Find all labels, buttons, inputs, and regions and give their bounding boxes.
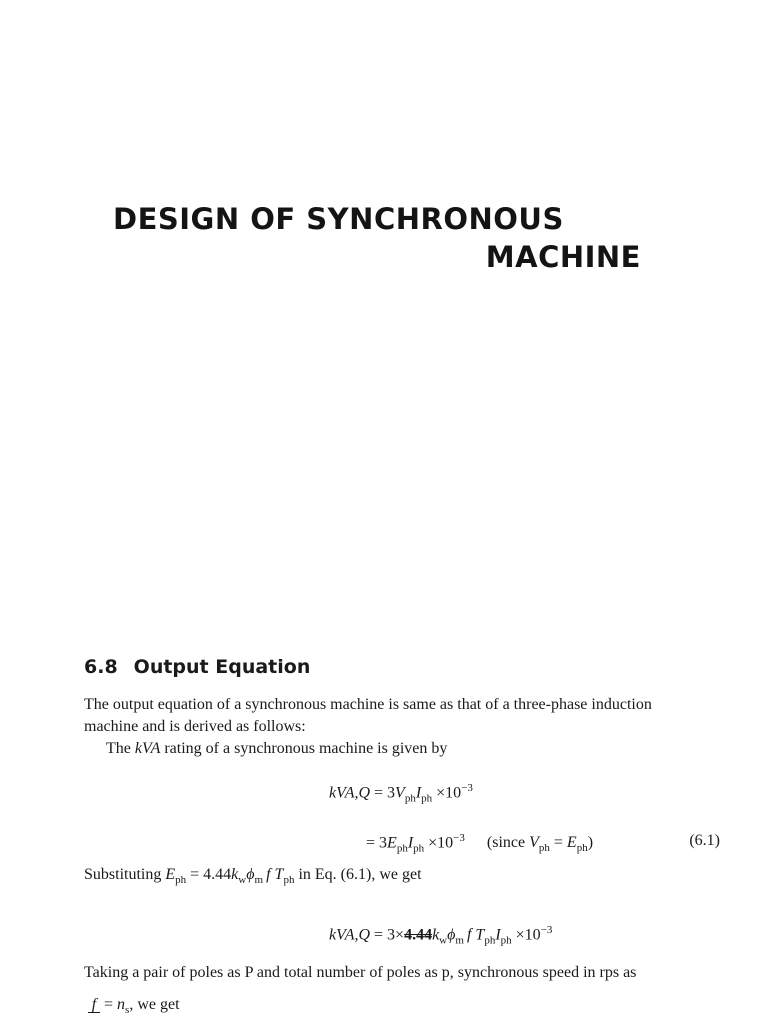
subst-pre: Substituting (84, 866, 166, 883)
chapter-title-line-1: DESIGN OF SYNCHRONOUS (113, 202, 564, 236)
eq2-exp: −3 (453, 832, 465, 844)
chapter-title-line-2: MACHINE (485, 240, 641, 274)
eq3-phi-sub: m (455, 934, 464, 947)
subst-e: E (165, 866, 176, 883)
subst-post: in Eq. (6.1), we get (294, 866, 422, 883)
fraction-numerator: f (88, 998, 100, 1013)
eq2-e: E (387, 834, 397, 852)
subst-e-sub: ph (175, 874, 187, 887)
eq3-t-sub: ph (484, 934, 496, 947)
paragraph-kva-pre: The (106, 740, 135, 757)
eq3-coef: 4.44 (404, 926, 433, 944)
eq3-lhs: kVA,Q (329, 926, 371, 944)
eq2-times: ×10 (424, 834, 454, 852)
eq3-i: I (495, 926, 501, 944)
speed-fraction (88, 996, 180, 1016)
eq3-rhs: = 3× (370, 926, 405, 944)
subst-k: k (231, 866, 239, 883)
equation-kva-3 (329, 924, 552, 947)
eq1-v-sub: ph (404, 792, 416, 805)
paragraph-intro-line-2: machine and is derived as follows: (84, 718, 306, 735)
eq2-since-v: V (529, 834, 539, 852)
eq1-times: ×10 (432, 784, 462, 802)
paragraph-poles (84, 962, 724, 984)
section-heading (84, 656, 310, 678)
equation-kva-1 (329, 782, 473, 805)
subst-f: f (266, 866, 271, 883)
subst-k-sub: w (238, 874, 247, 887)
eq3-k: k (432, 926, 440, 944)
paragraph-kva-italic: kVA (134, 740, 161, 757)
eq2-since-v-sub: ph (538, 842, 550, 855)
chapter-title (113, 200, 641, 276)
paragraph-kva (84, 738, 724, 760)
eq2-since-e: E (566, 834, 577, 852)
paragraph-intro-line-1: The output equation of a synchronous machine is same as that of a three-phase induction (84, 696, 652, 713)
eq2-coef: = 3 (366, 834, 388, 852)
subst-t-sub: ph (283, 874, 295, 887)
paragraph-kva-post: rating of a synchronous machine is given by (160, 740, 448, 757)
eq2-i: I (407, 834, 414, 852)
paragraph-poles-line-1: Taking a pair of poles as P and total number of poles as p, synchronous speed in rps as (84, 964, 637, 981)
eq3-phi: ϕ (447, 926, 456, 944)
eq1-coef: = 3 (370, 784, 396, 802)
eq2-i-sub: ph (413, 842, 425, 855)
eq3-k-sub: w (439, 934, 448, 947)
subst-phi-sub: m (254, 874, 264, 887)
eq1-i: I (415, 784, 422, 802)
eq1-v: V (395, 784, 405, 802)
eq2-since-post: ) (587, 834, 594, 852)
eq1-lhs: kVA,Q (329, 784, 371, 802)
eq3-t: T (475, 926, 485, 944)
eq2-since-e-sub: ph (576, 842, 588, 855)
section-title: Output Equation (133, 656, 311, 678)
paragraph-intro (84, 694, 724, 760)
eq3-i-sub: ph (500, 934, 512, 947)
eq2-e-sub: ph (396, 842, 408, 855)
fraction-post: , we get (129, 996, 180, 1013)
eq3-exp: −3 (540, 924, 553, 936)
fraction-n: n (117, 996, 126, 1013)
subst-phi: ϕ (246, 866, 255, 883)
equation-number: (6.1) (689, 832, 720, 849)
fraction-n-sub: s (125, 1004, 130, 1017)
eq2-since (486, 834, 594, 855)
eq2-since-pre: (since (486, 834, 530, 852)
paragraph-substituting (84, 866, 422, 886)
eq1-i-sub: ph (421, 792, 433, 805)
eq2-since-eq: = (549, 834, 567, 852)
eq3-times: ×10 (511, 926, 541, 944)
fraction-eq: = (100, 996, 118, 1013)
subst-expr: = 4.44 (186, 866, 232, 883)
section-number: 6.8 (84, 656, 118, 678)
eq3-f: f (466, 926, 472, 944)
subst-t: T (274, 866, 284, 883)
eq1-exp: −3 (461, 782, 473, 794)
equation-kva-2 (366, 832, 720, 855)
